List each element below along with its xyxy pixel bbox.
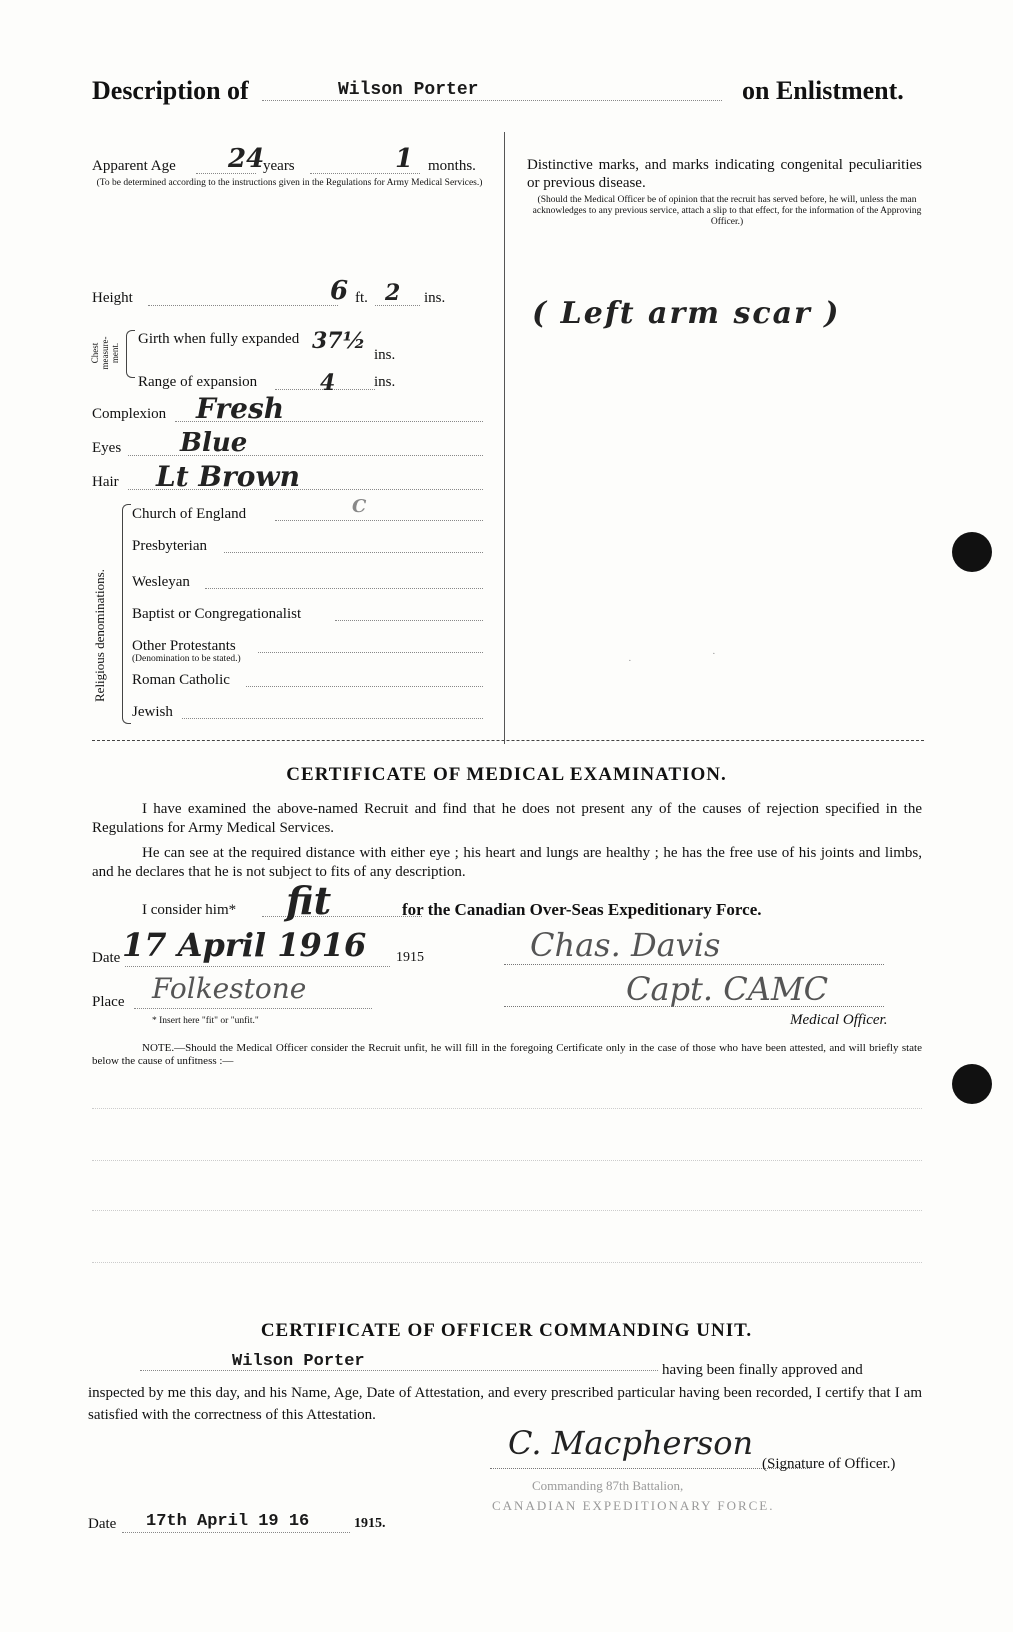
- unfitness-line: [92, 1160, 922, 1161]
- section-divider: [92, 740, 924, 741]
- medical-date-label: Date: [92, 950, 121, 966]
- commanding-date-value: 17th April 19 16: [146, 1512, 310, 1531]
- unfitness-line: [92, 1262, 922, 1263]
- commanding-signature: C. Macpherson: [508, 1424, 754, 1462]
- religion-other-note: (Denomination to be stated.): [132, 654, 241, 664]
- consider-value: fit: [286, 878, 332, 923]
- religion-item-label: Jewish: [132, 704, 173, 720]
- commanding-para-tail: having been finally approved and: [662, 1362, 863, 1378]
- hair-label: Hair: [92, 474, 119, 490]
- religion-item-label: Church of England: [132, 506, 247, 522]
- religion-item-label: Roman Catholic: [132, 672, 230, 688]
- medical-signature-rank: Capt. CAMC: [626, 970, 829, 1008]
- medical-signature: Chas. Davis: [530, 926, 721, 964]
- header-prefix: Description of: [92, 76, 249, 105]
- height-label: Height: [92, 290, 133, 306]
- religion-item-label: Wesleyan: [132, 574, 190, 590]
- age-months-value: 1: [395, 144, 414, 174]
- commanding-name-value: Wilson Porter: [232, 1352, 365, 1371]
- chest-girth-ins-label: ins.: [374, 347, 396, 363]
- hair-value: Lt Brown: [156, 460, 300, 493]
- commanding-title: CERTIFICATE OF OFFICER COMMANDING UNIT.: [260, 1320, 753, 1341]
- chest-girth-label: Girth when fully expanded: [138, 331, 300, 347]
- insert-note: * Insert here "fit" or "unfit.": [152, 1016, 259, 1026]
- punch-hole-top: [952, 532, 992, 572]
- height-ins-label: ins.: [424, 290, 446, 306]
- column-divider: [504, 132, 505, 744]
- religion-item-label: Baptist or Congregationalist: [132, 606, 302, 622]
- age-label: Apparent Age: [92, 158, 176, 174]
- distinctive-note: (Should the Medical Officer be of opinion that the recruit has served before, he will, unless the man acknowledges to any previous service, attach a slip to that effect, for the information of the Approving Officer.): [532, 195, 922, 227]
- place-label: Place: [92, 994, 125, 1010]
- age-years-label: years: [263, 158, 295, 174]
- age-months-label: months.: [428, 158, 476, 174]
- age-years-value: 24: [228, 144, 265, 174]
- complexion-value: Fresh: [196, 392, 285, 425]
- height-ft-label: ft.: [355, 290, 368, 306]
- place-value: Folkestone: [152, 972, 307, 1005]
- header-suffix: on Enlistment.: [742, 76, 904, 105]
- distinctive-label: Distinctive marks, and marks indicating congenital peculiarities or previous disease.: [527, 157, 922, 191]
- chest-range-label: Range of expansion: [138, 374, 258, 390]
- religion-item-label: Other Protestants: [132, 638, 236, 654]
- chest-range-value: 4: [320, 370, 336, 396]
- commanding-stamp-line1: Commanding 87th Battalion,: [532, 1478, 684, 1493]
- medical-date-value: 17 April 1916: [122, 926, 367, 964]
- religion-item-label: Presbyterian: [132, 538, 207, 554]
- medical-title: CERTIFICATE OF MEDICAL EXAMINATION.: [286, 764, 727, 785]
- commanding-signature-label: (Signature of Officer.): [762, 1456, 896, 1472]
- unfitness-line: [92, 1108, 922, 1109]
- eyes-label: Eyes: [92, 440, 122, 456]
- medical-para1: I have examined the above-named Recruit and find that he does not present any of the causes of rejection specified in the Regulations for Army Medical Services.: [92, 801, 922, 836]
- chest-girth-value: 37½: [312, 328, 366, 354]
- complexion-label: Complexion: [92, 406, 167, 422]
- commanding-date-year-printed: 1915.: [354, 1516, 386, 1531]
- distinctive-value: ( Left arm scar ): [532, 296, 841, 331]
- commanding-para: inspected by me this day, and his Name, Age, Date of Attestation, and every prescribed particular having been recorded, I certify that I am satisfied with the correctness of this Attestation.: [88, 1385, 922, 1423]
- consider-suffix: for the Canadian Over-Seas Expeditionary Force.: [402, 900, 762, 919]
- medical-para2: He can see at the required distance with either eye ; his heart and lungs are healthy ; he has the free use of his joints and limbs, and he declares that he is not subject to fits of any description.: [92, 845, 922, 880]
- consider-prefix: I consider him*: [142, 902, 237, 918]
- religion-item-value: C: [352, 496, 367, 517]
- recruit-name: Wilson Porter: [338, 80, 479, 100]
- eyes-value: Blue: [180, 428, 248, 458]
- medical-officer-label: Medical Officer.: [790, 1012, 888, 1028]
- height-ft-value: 6: [330, 276, 349, 306]
- religion-side-label: Religious denominations.: [92, 569, 107, 702]
- height-ins-value: 2: [385, 280, 401, 306]
- commanding-date-label: Date: [88, 1516, 117, 1532]
- medical-date-year-printed: 1915: [396, 950, 424, 965]
- chest-range-ins-label: ins.: [374, 374, 396, 390]
- age-note: (To be determined according to the instructions given in the Regulations for Army Medical Services.): [96, 178, 483, 188]
- chest-side-label: Chest measure-ment.: [90, 336, 120, 370]
- unfitness-line: [92, 1210, 922, 1211]
- punch-hole-bottom: [952, 1064, 992, 1104]
- medical-note: NOTE.—Should the Medical Officer consider the Recruit unfit, he will fill in the foregoing Certificate only in the case of those who have been attested, and will briefly state below the cause of unfitness :—: [92, 1042, 922, 1067]
- commanding-stamp-line2: CANADIAN EXPEDITIONARY FORCE.: [492, 1498, 775, 1513]
